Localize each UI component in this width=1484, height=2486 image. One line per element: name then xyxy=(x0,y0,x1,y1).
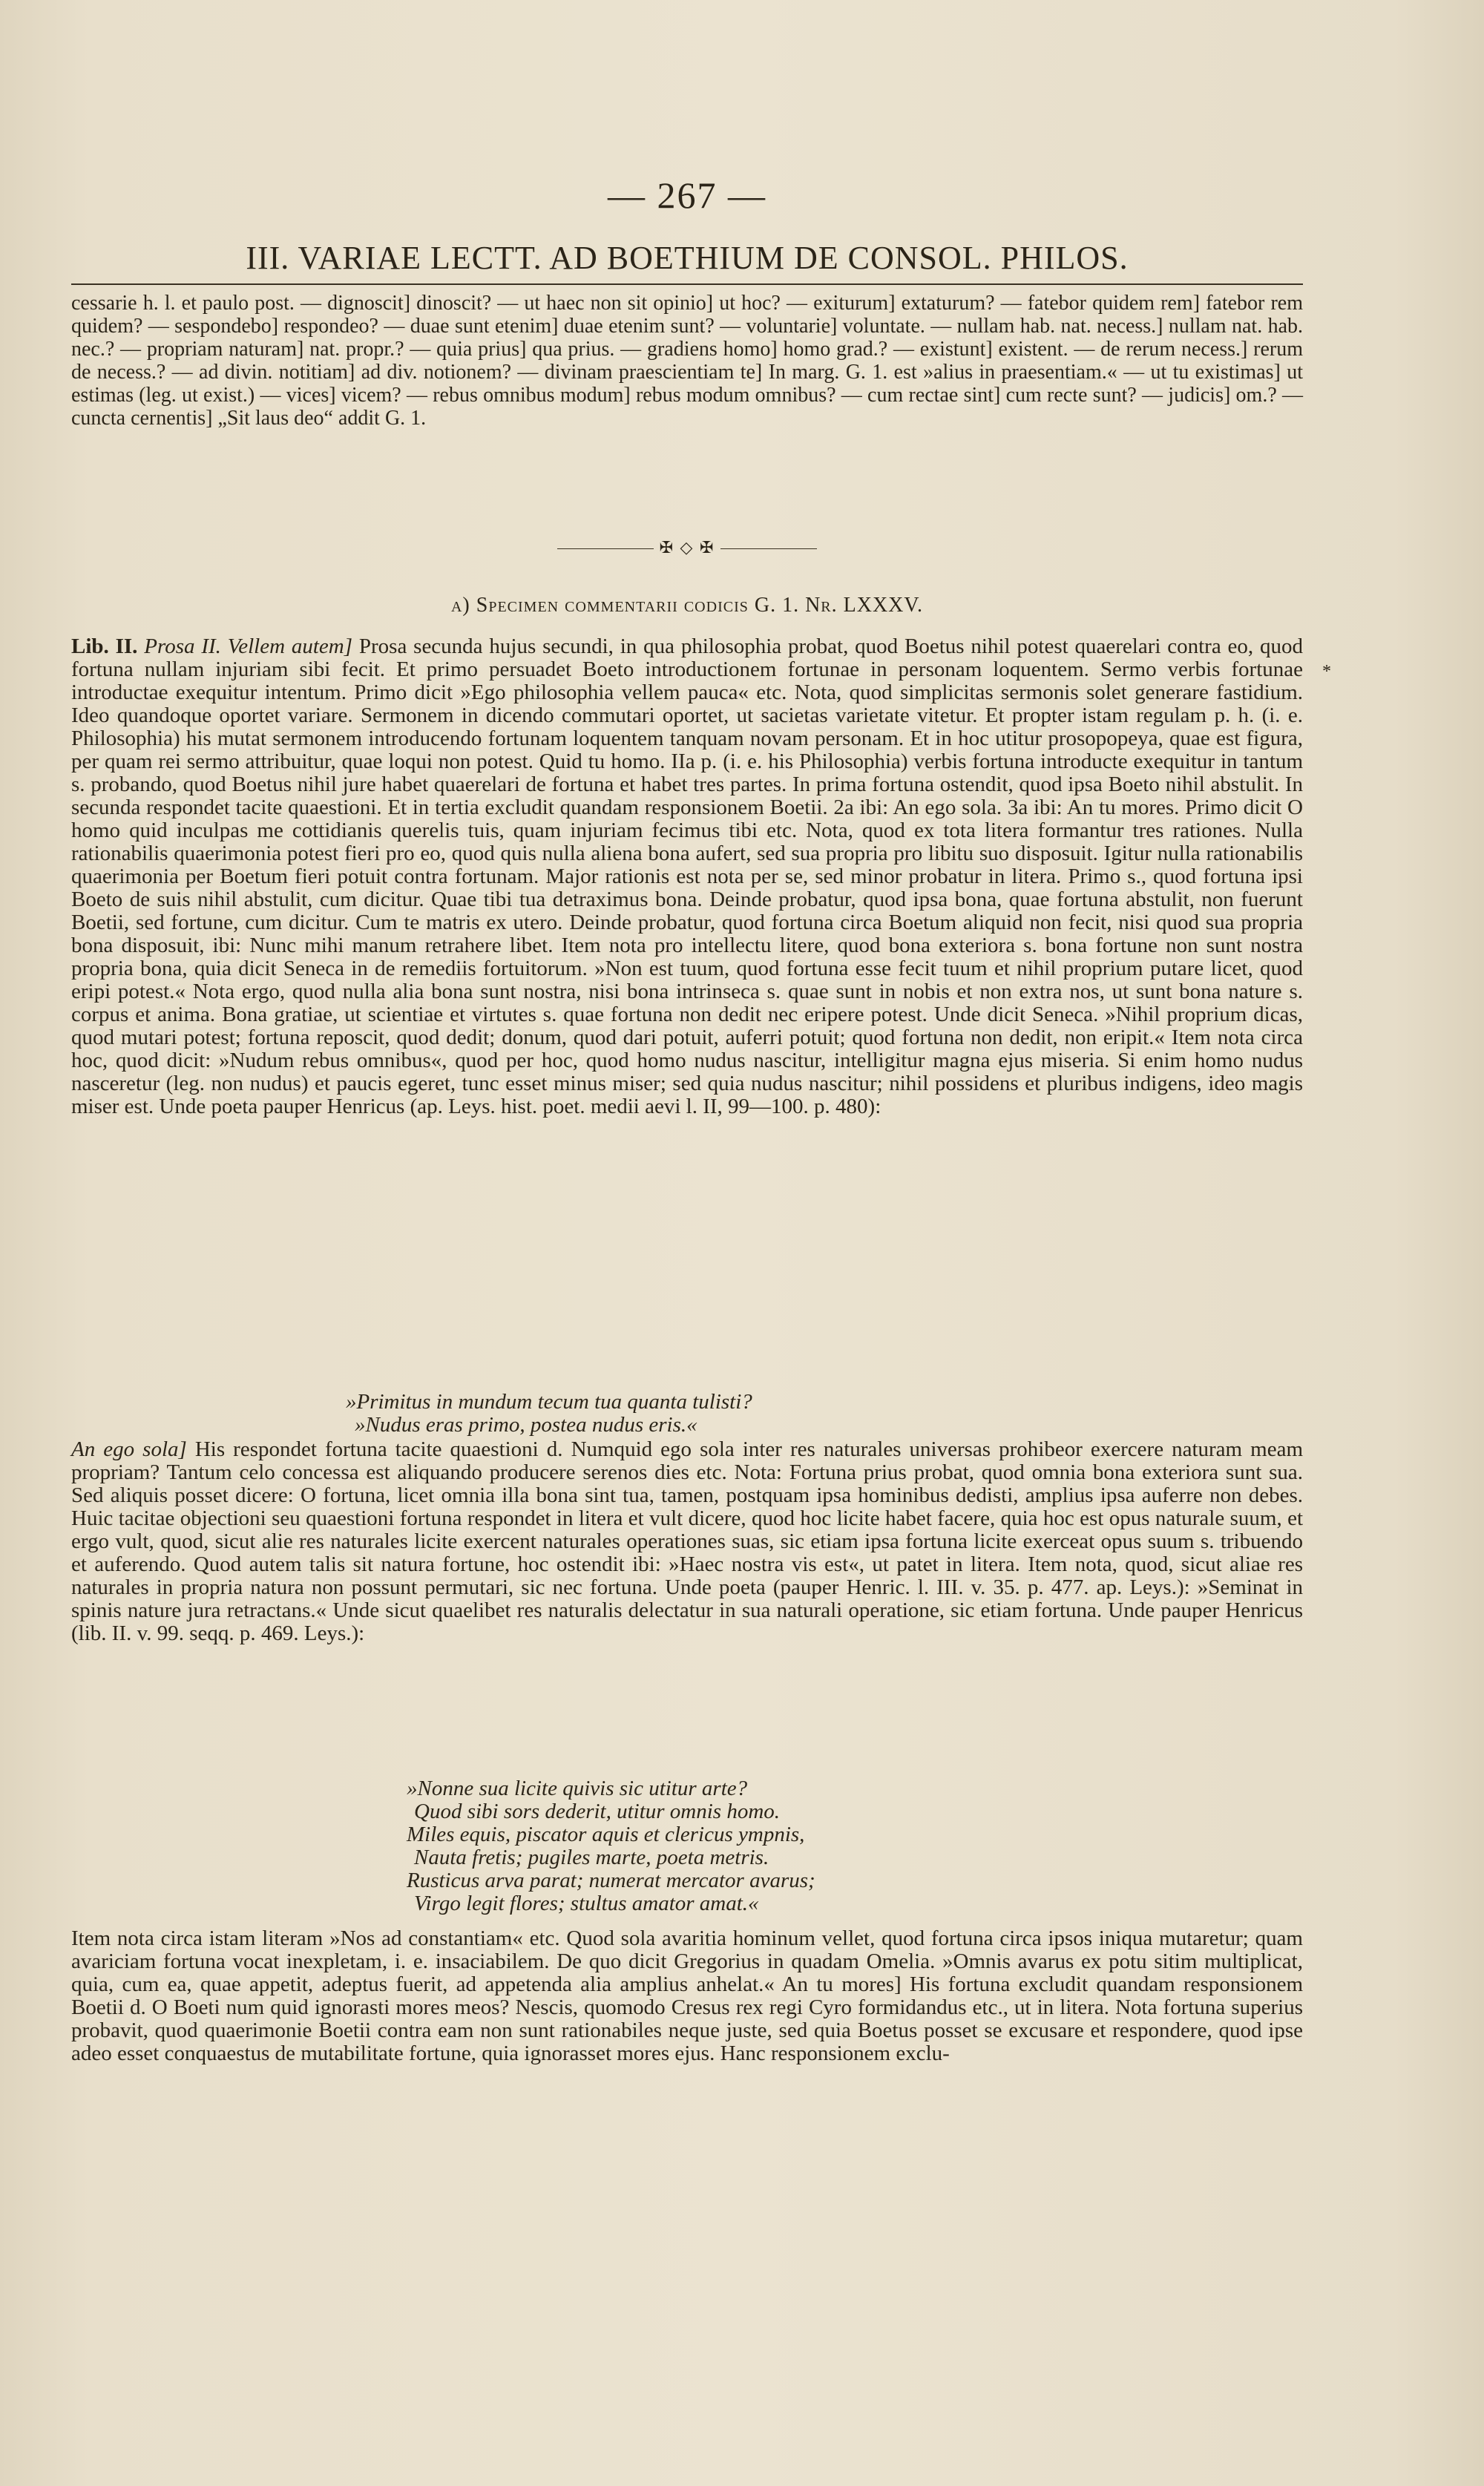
ornament-glyph: ✠ ◇ ✠ xyxy=(659,538,715,557)
lemma-vellem: Vellem autem] xyxy=(227,634,353,658)
commentary-paragraph-1 xyxy=(71,635,1303,1118)
prosa-label: Prosa II. xyxy=(144,634,221,658)
verse-line: Rusticus arva parat; numerat mercator avarus; xyxy=(407,1869,815,1892)
variant-readings-text: cessarie h. l. et paulo post. — dignoscit] dinoscit? — ut haec non sit opinio] ut hoc? — exiturum] extaturum? — fatebor quidem rem] fatebor rem quidem? — sespondebo] respondeo? — duae sunt etenim] duae etenim sunt? — voluntarie] voluntate. — nullam hab. nat. necess.] nullam nat. hab. nec.? — propriam naturam] nat. propr.? — quia prius] qua prius. — gradiens homo] homo grad.? — existunt] existent. — de rerum necess.] rerum de necess.? — ad divin. notitiam] ad div. notionem? — divinam praescientiam te] In marg. G. 1. est »alius in praesentiam.« — ut tu existimas] ut estimas (leg. ut exist.) — vices] vicem? — rebus omnibus modum] rebus modum omnibus? — cum rectae sint] cum recte sunt? — judicis] om.? — cuncta cernentis] „Sit laus deo“ addit G. 1. xyxy=(71,292,1303,430)
verse-line: Quod sibi sors dederit, utitur omnis homo. xyxy=(414,1800,781,1823)
ornament-rule-right xyxy=(720,548,817,549)
commentary-block-1 xyxy=(71,635,1303,1118)
commentary-block-3 xyxy=(71,1927,1303,2065)
variant-readings xyxy=(71,292,1303,430)
margin-mark: * xyxy=(1322,662,1331,681)
commentary-paragraph-2 xyxy=(71,1438,1303,1645)
header-rule xyxy=(71,283,1303,285)
book-label: Lib. II. xyxy=(71,634,138,658)
verse-line: »Nonne sua licite quivis sic utitur arte? xyxy=(407,1777,748,1800)
paragraph-3-text: Item nota circa istam literam »Nos ad constantiam« etc. Quod sola avaritia hominum vellet, quod fortuna circa ipsos iniqua mutaretur; quam avariciam fortuna vocat inexpletam, i. e. insaciabilem. De quo dicit Gregorius in quadam Omelia. »Omnis avarus ex potu sitim multiplicat, quia, cum ea, quae appetit, adeptus fuerit, ad appetenda alia amplius anhelat.« An tu mores] His fortuna excludit quandam responsionem Boetii d. O Boeti num quid ignorasti mores meos? Nescis, quomodo Cresus rex regi Cyro formidandus etc., ut in litera. Nota fortuna superius probavit, quod quaerimonie Boetii contra eam non sunt rationabiles neque juste, sed quia Boetus posset se excusare et respondere, quod ipse adeo esset conquaestus de mutabilitate fortune, quia ignorasset mores ejus. Hanc responsionem exclu- xyxy=(71,1926,1303,2065)
running-head: III. VARIAE LECTT. AD BOETHIUM DE CONSOL. PHILOS. xyxy=(246,240,1129,276)
verse-line: Nauta fretis; pugiles marte, poeta metris. xyxy=(414,1846,769,1869)
section-ornament xyxy=(71,538,1303,557)
page-number: — 267 — xyxy=(608,174,766,216)
verse-block-2 xyxy=(407,1777,1074,1915)
verse-line: »Nudus eras primo, postea nudus eris.« xyxy=(355,1413,697,1437)
verse-block-1 xyxy=(346,1391,1014,1437)
paragraph-1-text: Prosa secunda hujus secundi, in qua philosophia probat, quod Boetus nihil potest quaerelari contra eo, quod fortuna nullam injuriam sibi fecit. Et primo persuadet Boeto introductionem fortunae in personam loquentem. Sermo verbis fortunae introductae exequitur intentum. Primo dicit »Ego philosophia vellem pauca« etc. Nota, quod simplicitas sermonis solet generare fastidium. Ideo quandoque oportet variare. Sermonem in dicendo commutari oportet, ut sacietas varietate vitetur. Et propter istam regulam p. h. (i. e. Philosophia) his mutat sermonem introducendo fortunam loquentem tanquam novam personam. Et in hoc utitur prosopopeya, quae est figura, per quam rei sermo attribuitur, quae loqui non potest. Quid tu homo. IIa p. (i. e. his Philosophia) verbis fortuna introducte exequitur in tantum s. probando, quod Boetus nihil jure habet quaerelari de fortuna et habet tres partes. In prima fortuna ostendit, quod ipsa Boeto nihil abstulit. In secunda respondet tacite quaestioni. Et in tertia excludit quandam responsionem Boetii. 2a ibi: An ego sola. 3a ibi: An tu mores. Primo dicit O homo quid inculpas me cottidianis querelis tuis, quam injuriam fecimus tibi etc. Nota, quod ex tota litera formantur tres rationes. Nulla rationabilis quaerimonia potest fieri pro eo, quod quis nulla aliena bona aufert, sed sua propria pro libitu suo disposuit. Igitur nulla rationabilis quaerimonia per Boetum fieri potuit contra fortunam. Major rationis est nota per se, sed minor probatur in litera. Primo s., quod fortuna ipsi Boeto de suis nihil abstulit, cum dicitur. Quae tibi tua detraximus bona. Deinde probatur, quod ipsa bona, quae fortuna abstulit, non fuerunt Boetii, sed fortune, cum dicitur. Cum te matris ex utero. Deinde probatur, quod fortuna circa Boetum aliquid non fecit, nisi quod sua propria bona disposuit, ibi: Nunc mihi manum retrahere libet. Item nota pro intellectu litere, quod bona exteriora s. bona fortune non sunt nostra propria bona, quia dicit Seneca in de remediis fortuitorum. »Non est tuum, quod fortuna esse fecit tuum et nihil proprium putare licet, quod eripi potest.« Nota ergo, quod nulla alia bona sunt nostra, nisi bona intrinseca s. quae sunt in nobis et non extra nos, ut sunt bona nature s. corpus et anima. Bona gratiae, ut scientiae et virtutes s. quae fortuna non dedit nec eripere potest. Unde dicit Seneca. »Nihil proprium dicas, quod mutari potest; fortuna reposcit, quod dedit; donum, quod dari potuit, auferri potuit; quod fortuna non dedit, non eripit.« Item nota circa hoc, quod dicit: »Nudum rebus omnibus«, quod per hoc, quod homo nudus nascitur, intelligitur magna ejus miseria. Si enim homo nudus nasceretur (leg. non nudus) et paucis egeret, tunc esset minus miser; sed quia nudus nascitur; nihil possidens et pluribus indigens, ideo magis miser est. Unde poeta pauper Henricus (ap. Leys. hist. poet. medii aevi l. II, 99—100. p. 480): xyxy=(71,634,1304,1118)
specimen-heading: a) Specimen commentarii codicis G. 1. Nr. LXXXV. xyxy=(450,594,924,617)
ornament-rule-left xyxy=(557,548,654,549)
paragraph-2-text: His respondet fortuna tacite quaestioni d. Numquid ego sola inter res naturales universas prohibeor exercere naturam meam propriam? Tantum celo concessa est aliquando producere serenos dies etc. Nota: Fortuna prius probat, quod omnia bona exteriora sunt sua. Sed aliquis posset dicere: O fortuna, licet omnia illa bona sint tua, tamen, postquam ipsa hominibus dedisti, amplius ipsa auferre non debes. Huic tacitae objectioni seu quaestioni fortuna respondet in litera et vult dicere, quod hoc licite habet facere, quia hoc est opus naturale suum, et ergo vult, quod, sicut alie res naturales licite exercent naturales operationes suas, sic etiam ipsa fortuna licite exerceat opus suum s. tribuendo et auferendo. Quod autem talis sit natura fortune, hoc ostendit ibi: »Haec nostra vis est«, ut patet in litera. Item nota, quod, sicut aliae res naturales in propria natura non possunt permutari, sic nec fortuna. Unde poeta (pauper Henric. l. III. v. 35. p. 477. ap. Leys.): »Seminat in spinis nature jura retractans.« Unde sicut quaelibet res naturalis delectatur in sua naturali operatione, sic etiam fortuna. Unde pauper Henricus (lib. II. v. 99. seqq. p. 469. Leys.): xyxy=(71,1437,1304,1645)
lemma-an-ego-sola: An ego sola] xyxy=(71,1437,187,1461)
verse-line: Miles equis, piscator aquis et clericus ympnis, xyxy=(407,1823,805,1846)
commentary-block-2 xyxy=(71,1438,1303,1645)
verse-line: Virgo legit flores; stultus amator amat.« xyxy=(414,1892,759,1915)
verse-line: »Primitus in mundum tecum tua quanta tulisti? xyxy=(346,1390,752,1414)
